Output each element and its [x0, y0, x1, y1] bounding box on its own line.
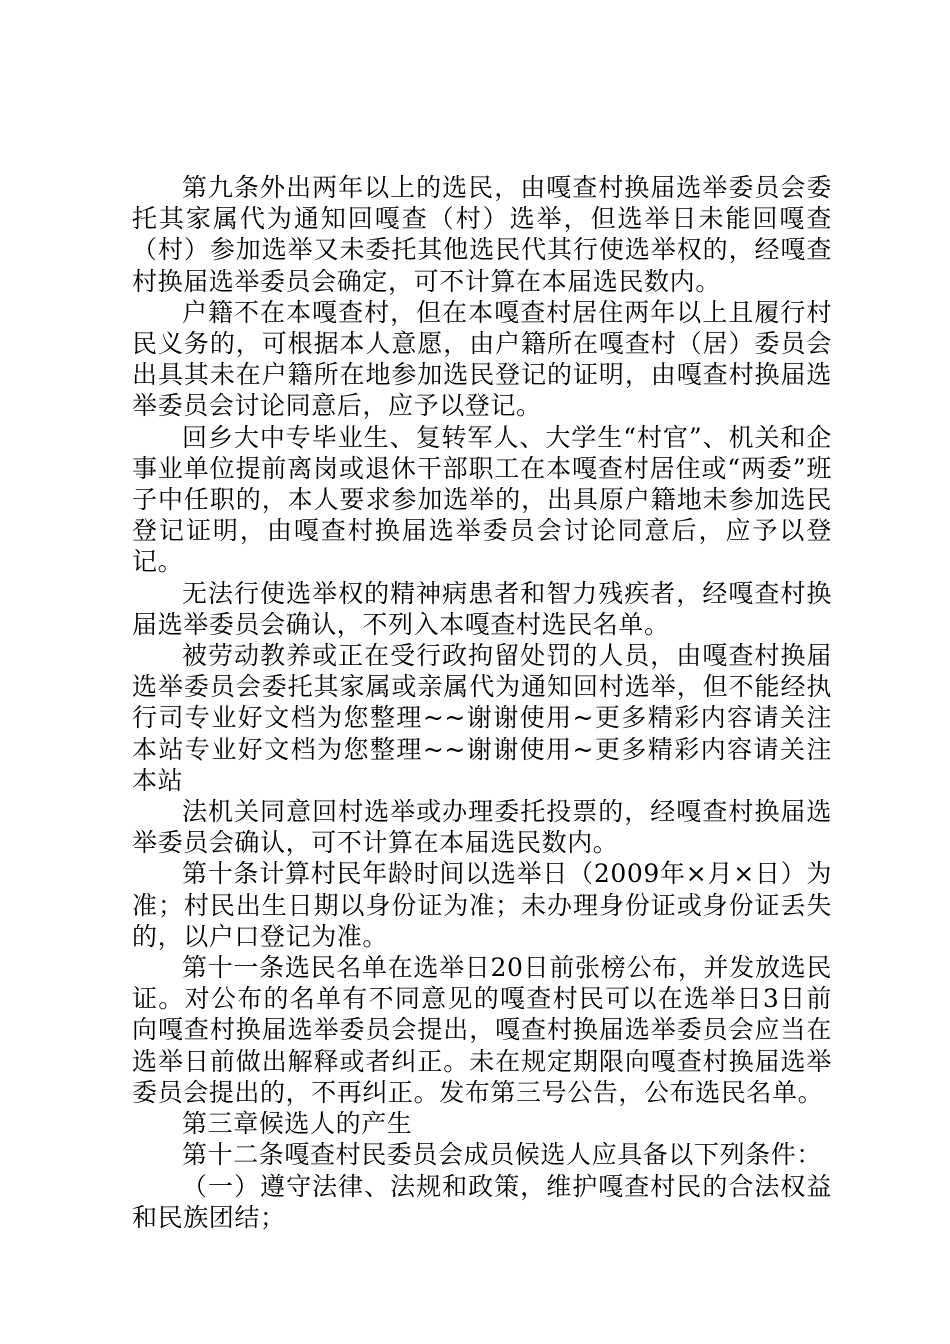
paragraph-returnees: 回乡大中专毕业生、复转军人、大学生“村官”、机关和企事业单位提前离岗或退休干部职工在本嘎查村居住或“两委”班子中任职的，本人要求参加选举的，出具原户籍地未参加选民登记证明，由嘎查村换届选举委员会讨论同意后，应予以登记。 — [132, 422, 832, 577]
paragraph-article-10: 第十条计算村民年龄时间以选举日（2009年×月×日）为准；村民出生日期以身份证为准；未办理身份证或身份证丢失的，以户口登记为准。 — [132, 859, 832, 951]
document-body — [132, 172, 832, 1233]
paragraph-condition-1: （一）遵守法律、法规和政策，维护嘎查村民的合法权益和民族团结； — [132, 1171, 832, 1232]
paragraph-article-12: 第十二条嘎查村民委员会成员候选人应具备以下列条件： — [182, 1140, 823, 1170]
chapter-heading: 第三章候选人的产生 — [182, 1109, 413, 1139]
paragraph-household-registration: 户籍不在本嘎查村，但在本嘎查村居住两年以上且履行村民义务的，可根据本人意愿，由户籍所在嘎查村（居）委员会出具其未在户籍所在地参加选民登记的证明，由嘎查村换届选举委员会讨论同意后，应予以登记。 — [132, 297, 832, 421]
paragraph-article-11: 第十一条选民名单在选举日20日前张榜公布，并发放选民证。对公布的名单有不同意见的嘎查村民可以在选举日3日前向嘎查村换届选举委员会提出，嘎查村换届选举委员会应当在选举日前做出解释或者纠正。未在规定期限向嘎查村换届选举委员会提出的，不再纠正。发布第三号公告，公布选民名单。 — [132, 953, 832, 1107]
paragraph-incapacity: 无法行使选举权的精神病患者和智力残疾者，经嘎查村换届选举委员会确认，不列入本嘎查村选民名单。 — [132, 578, 832, 639]
paragraph-detention: 被劳动教养或正在受行政拘留处罚的人员，由嘎查村换届选举委员会委托其家属或亲属代为通知回村选举，但不能经执行司专业好文档为您整理~~谢谢使用~更多精彩内容请关注本站专业好文档为您整理~~谢谢使用~更多精彩内容请关注本站 — [132, 641, 832, 795]
paragraph-article-9: 第九条外出两年以上的选民，由嘎查村换届选举委员会委托其家属代为通知回嘎查（村）选举，但选举日未能回嘎查（村）参加选举又未委托其他选民代其行使选举权的，经嘎查村换届选举委员会确定，可不计算在本届选民数内。 — [132, 173, 832, 296]
paragraph-detention-continued: 法机关同意回村选举或办理委托投票的，经嘎查村换届选举委员会确认，可不计算在本届选民数内。 — [132, 797, 832, 858]
